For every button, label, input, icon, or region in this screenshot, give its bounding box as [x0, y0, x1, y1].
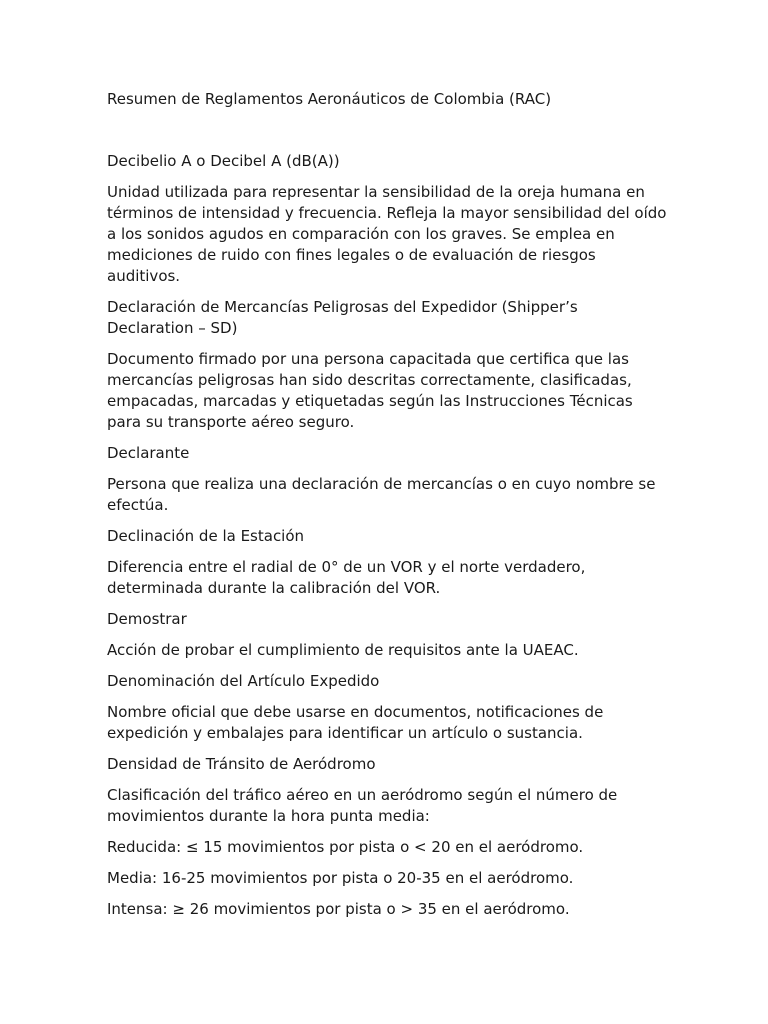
density-level-media: Media: 16-25 movimientos por pista o 20-35 en el aeródromo. — [107, 869, 574, 887]
definition-declarante: Persona que realiza una declaración de mercancías o en cuyo nombre se efectúa. — [107, 475, 656, 514]
term-shipper-declaration: Declaración de Mercancías Peligrosas del Expedidor (Shipper’s Declaration – SD) — [107, 298, 578, 337]
definition-traffic-density: Clasificación del tráfico aéreo en un aeródromo según el número de movimientos durante la hora punta media: — [107, 786, 618, 825]
density-level-reducida: Reducida: ≤ 15 movimientos por pista o < 20 en el aeródromo. — [107, 838, 584, 856]
term-station-declination: Declinación de la Estación — [107, 527, 305, 545]
term-decibel: Decibelio A o Decibel A (dB(A)) — [107, 152, 340, 170]
term-article-denomination: Denominación del Artículo Expedido — [107, 672, 380, 690]
term-demostrar: Demostrar — [107, 610, 187, 628]
document-page — [107, 89, 667, 930]
definition-article-denomination: Nombre oficial que debe usarse en documentos, notificaciones de expedición y embalajes para identificar un artículo o sustancia. — [107, 703, 604, 742]
term-declarante: Declarante — [107, 444, 190, 462]
definition-demostrar: Acción de probar el cumplimiento de requisitos ante la UAEAC. — [107, 641, 579, 659]
document-title: Resumen de Reglamentos Aeronáuticos de Colombia (RAC) — [107, 90, 552, 108]
glossary — [107, 151, 667, 920]
term-traffic-density: Densidad de Tránsito de Aeródromo — [107, 755, 376, 773]
density-level-intensa: Intensa: ≥ 26 movimientos por pista o > 35 en el aeródromo. — [107, 900, 570, 918]
definition-shipper-declaration: Documento firmado por una persona capacitada que certifica que las mercancías peligrosas han sido descritas correctamente, clasificadas, empacadas, marcadas y etiquetadas según las Instrucciones Técnicas para su transporte aéreo seguro. — [107, 350, 633, 431]
definition-station-declination: Diferencia entre el radial de 0° de un VOR y el norte verdadero, determinada durante la calibración del VOR. — [107, 558, 586, 597]
definition-decibel: Unidad utilizada para representar la sensibilidad de la oreja humana en términos de intensidad y frecuencia. Refleja la mayor sensibilidad del oído a los sonidos agudos en comparación con los graves. Se emplea en mediciones de ruido con fines legales o de evaluación de riesgos auditivos. — [107, 183, 667, 285]
